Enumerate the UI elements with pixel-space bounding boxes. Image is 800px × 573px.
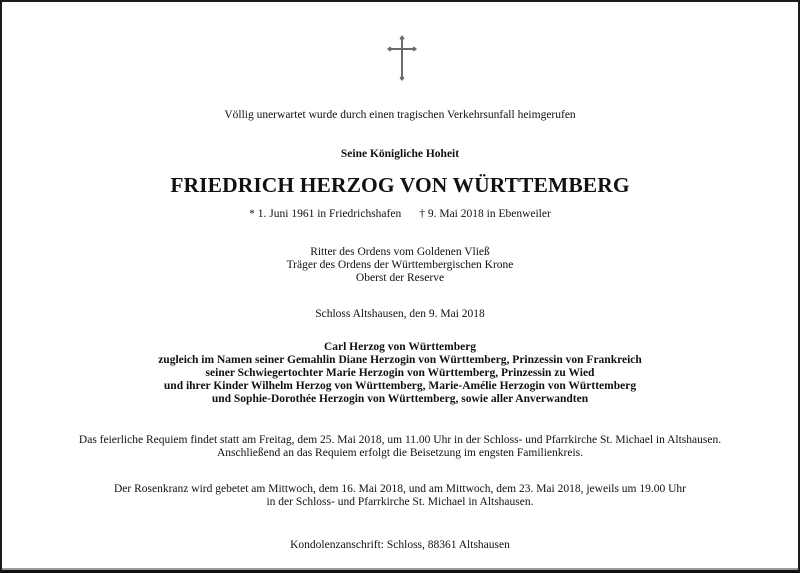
mourner-line: seiner Schwiegertochter Marie Herzogin von Württemberg, Prinzessin zu Wied <box>205 367 595 379</box>
requiem-line: Anschließend an das Requiem erfolgt die Beisetzung im engsten Familienkreis. <box>217 447 583 459</box>
honorific: Seine Königliche Hoheit <box>340 148 460 160</box>
requiem-line: Das feierliche Requiem findet statt am Freitag, dem 25. Mai 2018, um 11.00 Uhr in der Schloss- und Pfarrkirche St. Michael in Altshausen. <box>78 434 722 446</box>
mourner-line: Carl Herzog von Württemberg <box>323 341 477 353</box>
title-line: Oberst der Reserve <box>355 272 445 284</box>
birth-date: * 1. Juni 1961 in Friedrichshafen <box>249 208 402 220</box>
death-date: † 9. Mai 2018 in Ebenweiler <box>419 208 551 220</box>
rosary-line: in der Schloss- und Pfarrkirche St. Michael in Altshausen. <box>266 496 534 508</box>
mourner-line: und ihrer Kinder Wilhelm Herzog von Württemberg, Marie-Amélie Herzogin von Württemberg <box>163 380 637 392</box>
life-dates <box>2 207 798 221</box>
condolence-address: Kondolenzanschrift: Schloss, 88361 Altshausen <box>290 539 510 551</box>
cross-icon <box>387 35 417 81</box>
bottom-edge <box>2 568 798 570</box>
title-line: Ritter des Ordens vom Goldenen Vließ <box>310 246 490 258</box>
mourner-line: und Sophie-Dorothée Herzogin von Württemberg, sowie aller Anverwandten <box>211 393 589 405</box>
mourner-line: zugleich im Namen seiner Gemahlin Diane Herzogin von Württemberg, Prinzessin von Frankreich <box>158 354 642 366</box>
deceased-name: FRIEDRICH HERZOG VON WÜRTTEMBERG <box>170 173 630 197</box>
place-date: Schloss Altshausen, den 9. Mai 2018 <box>315 308 485 320</box>
title-line: Träger des Ordens der Württembergischen Krone <box>286 259 514 271</box>
intro-text: Völlig unerwartet wurde durch einen tragischen Verkehrsunfall heimgerufen <box>224 109 576 121</box>
rosary-line: Der Rosenkranz wird gebetet am Mittwoch, dem 16. Mai 2018, und am Mittwoch, dem 23. Mai 2018, jeweils um 19.00 Uhr <box>113 483 687 495</box>
